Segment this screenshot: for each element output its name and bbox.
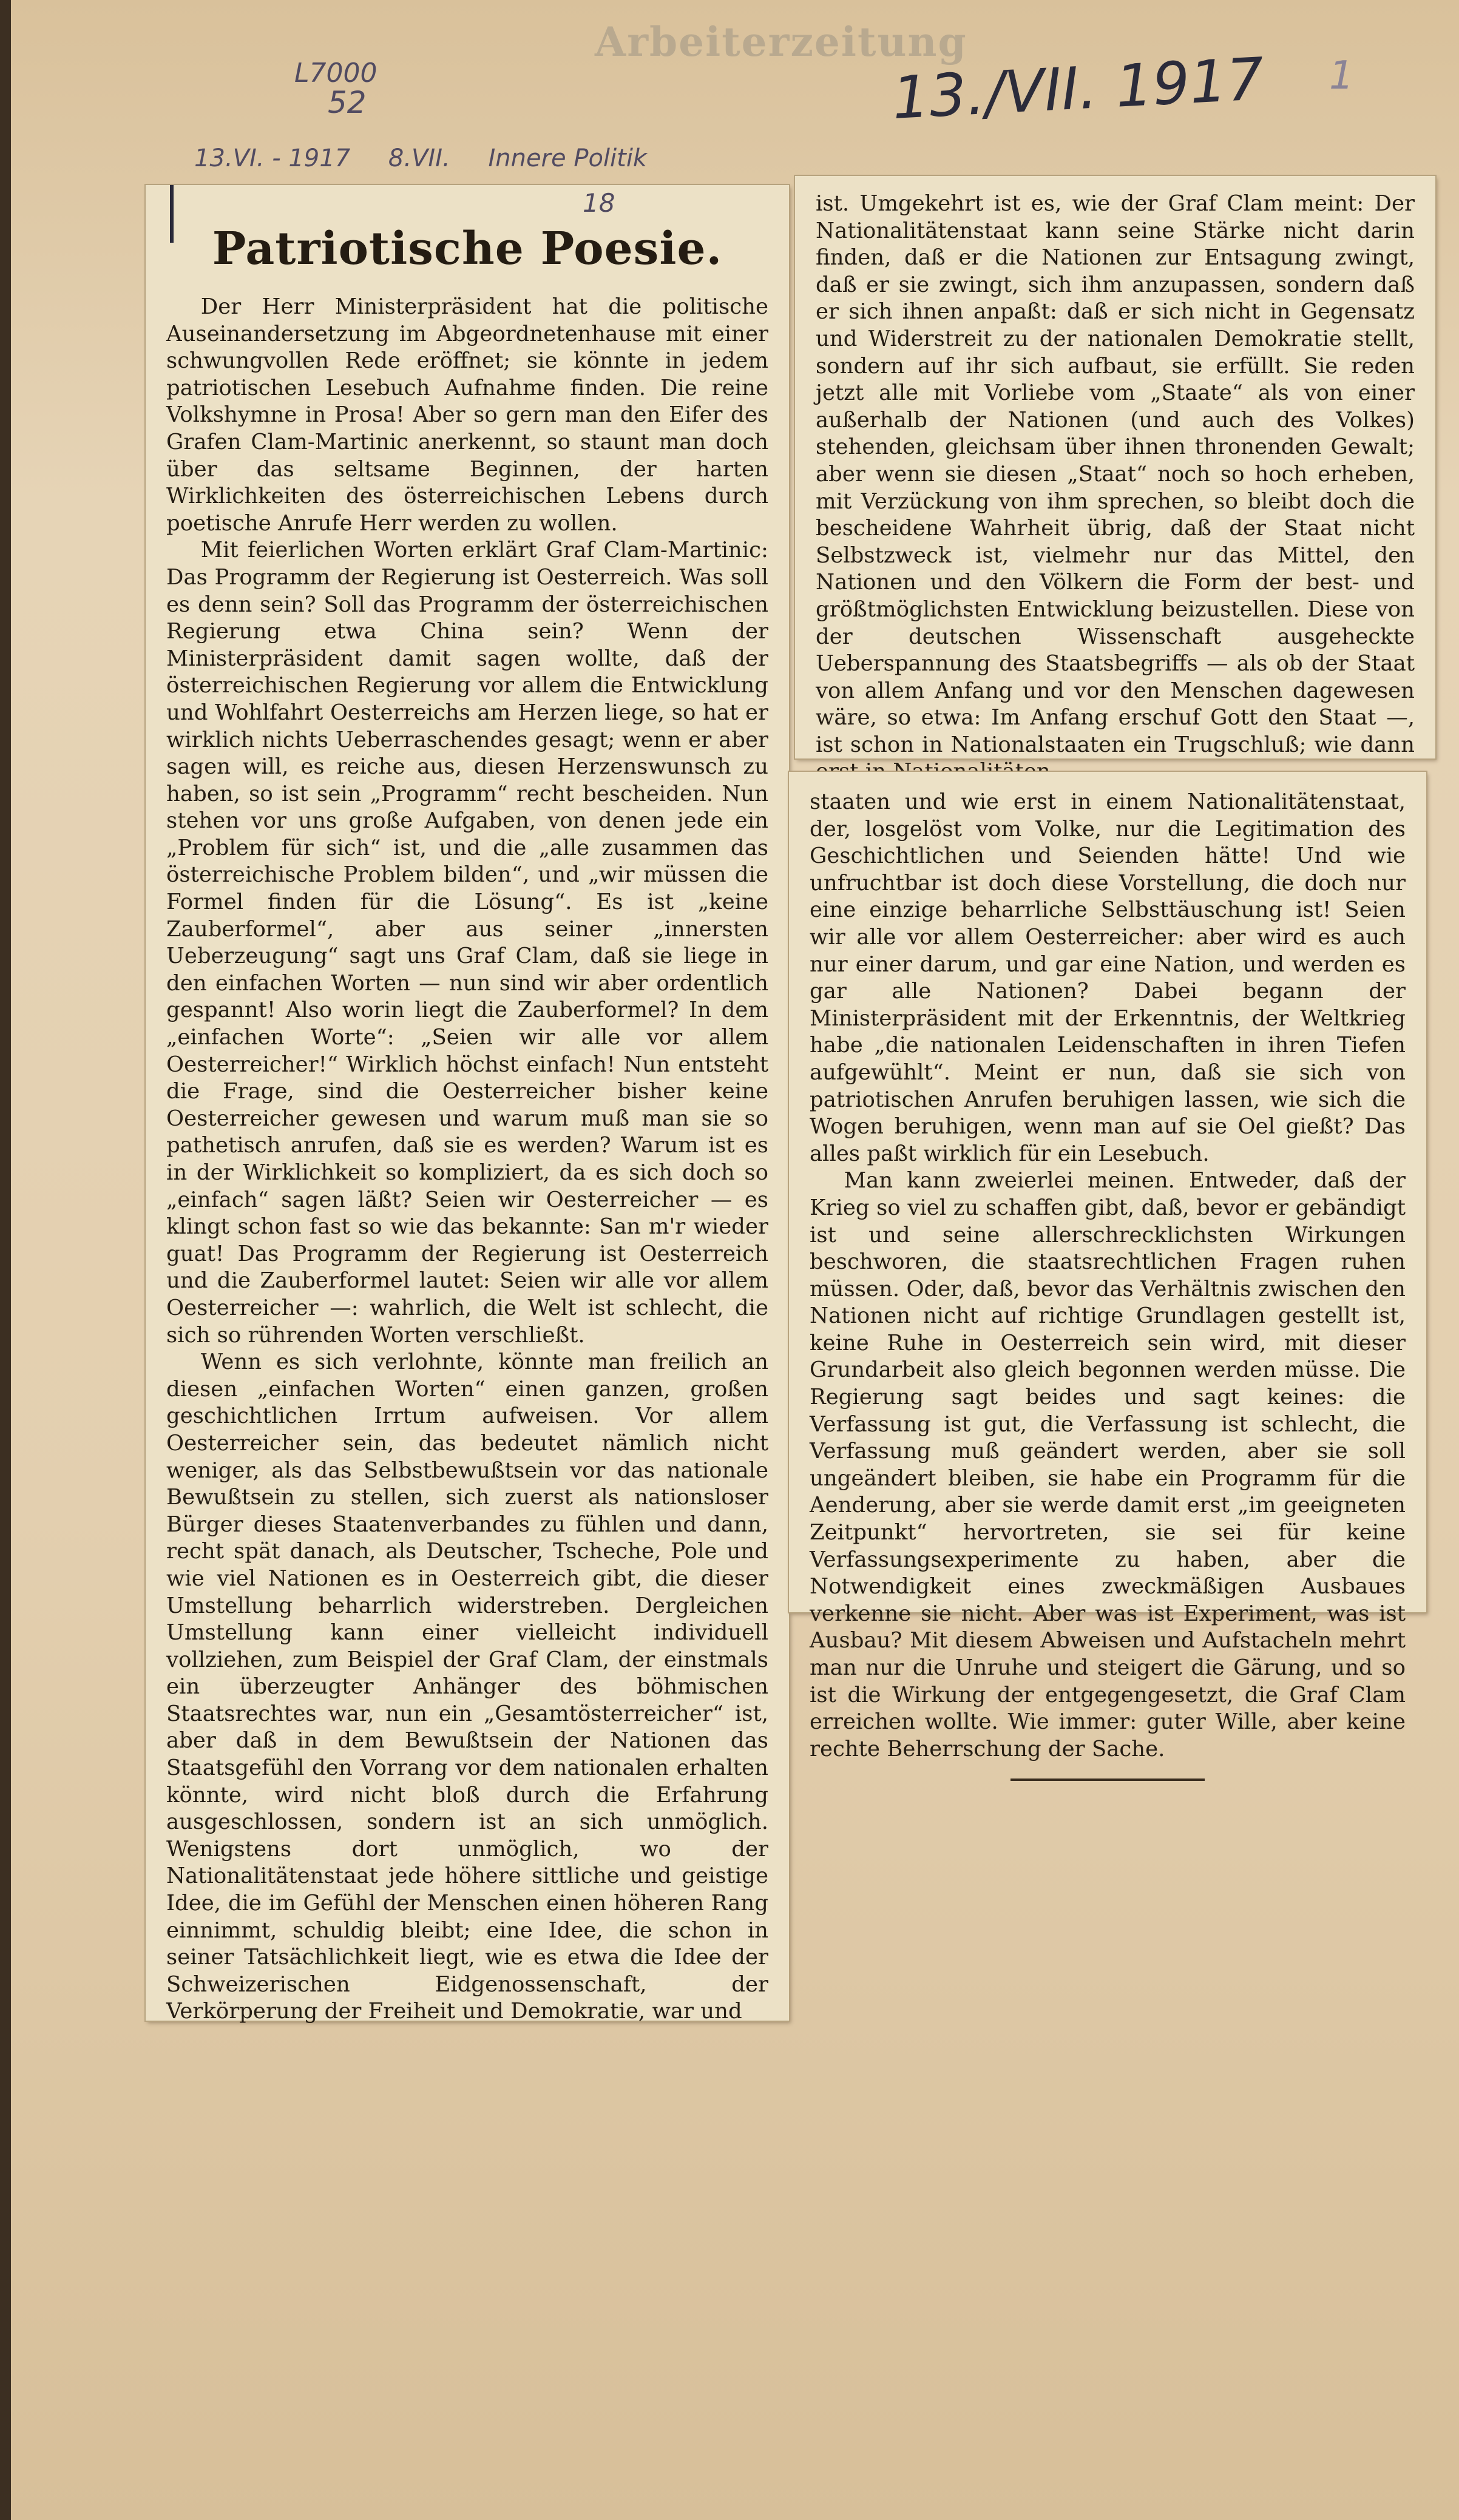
handwritten-ref-number: L7000 xyxy=(294,58,377,89)
page-edge-shadow xyxy=(0,0,11,2520)
left-paragraph-3: Wenn es sich verlohnte, könnte man freilich an diesen „einfachen Worten“ einen ganzen, großen geschichtlichen Irrtum aufweisen. Vor allem Oesterreicher sein, das bedeutet nämlich nicht weniger, als das Selbstbewußtsein vor das nationale Bewußtsein zu stellen, sich zuerst als nationsloser Bürger dieses Staatenverbandes zu fühlen und dann, recht spät danach, als Deutscher, Tscheche, Pole und wie viel Nationen es in Oesterreich gibt, die dieser Umstellung beharrlich widerstreben. Dergleichen Umstellung kann einer vielleicht individuell vollziehen, zum Beispiel der Graf Clam, der einstmals ein überzeugter Anhänger des böhmischen Staatsrechtes war, nun ein „Gesamtösterreicher“ ist, aber daß in dem Bewußtsein der Nationen das Staatsgefühl den Vorrang vor dem nationalen erhalten könnte, wird nicht bloß durch die Erfahrung ausgeschlossen, sondern ist an sich unmöglich. Wenigstens dort unmöglich, wo der Nationalitätenstaat jede höhere sittliche und geistige Idee, die im Gefühl der Menschen einen höheren Rang einnimmt, schuldig bleibt; eine Idee, die schon in seiner Tatsächlichkeit liegt, wie es etwa die Idee der Schweizerischen Eidgenossenschaft, der Verkörperung der Freiheit und Demokratie, war und xyxy=(166,1350,768,2024)
article-clipping-right-top xyxy=(795,176,1435,758)
newspaper-stamp: Arbeiterzeitung xyxy=(595,18,967,66)
left-paragraph-2: Mit feierlichen Worten erklärt Graf Clam-Martinic: Das Programm der Regierung ist Oesterreich. Was soll es denn sein? Soll das Programm der österreichischen Regierung etwa China sein? Wenn der Ministerpräsident damit sagen wollte, daß der österreichischen Regierung vor allem die Entwicklung und Wohlfahrt Oesterreichs am Herzen liege, so hat er wirklich nichts Ueberraschendes gesagt; wenn er aber sagen will, es reiche aus, diesen Herzenswunsch zu haben, so ist sein „Programm“ recht bescheiden. Nun stehen vor uns große Aufgaben, von denen jede ein „Problem für sich“ ist, und die „alle zusammen das österreichische Problem bilden“, und „wir müssen die Formel finden für die Lösung“. Es ist „keine Zauberformel“, aber aus seiner „innersten Ueberzeugung“ sagt uns Graf Clam, daß sie liege in den einfachen Worten — nun sind wir aber ordentlich gespannt! Also worin liegt die Zauberformel? In dem „einfachen Worte“: „Seien wir alle vor allem Oesterreicher!“ Wirklich höchst einfach! Nun entsteht die Frage, sind die Oesterreicher bisher keine Oesterreicher gewesen und warum muß man sie so pathetisch anrufen, daß sie es werden? Warum ist es in der Wirklichkeit so kompliziert, da es sich doch so „einfach“ sagen läßt? Seien wir Oesterreicher — es klingt schon fast so wie das bekannte: San m'r wieder guat! Das Programm der Regierung ist Oesterreich und die Zauberformel lautet: Seien wir alle vor allem Oesterreicher —: wahrlich, die Welt ist schlecht, die sich so rührenden Worten verschließt. xyxy=(166,538,768,1348)
topic-date-range: 13.VI. - 1917 xyxy=(194,144,351,172)
handwritten-ref-number-2: 52 xyxy=(328,85,367,120)
article-headline: Patriotische Poesie. xyxy=(212,223,723,275)
article-clipping-right-bottom xyxy=(789,772,1426,1762)
article-clipping-left-column xyxy=(146,185,789,2024)
right-bottom-paragraph-2: Man kann zweierlei meinen. Entweder, daß der Krieg so viel zu schaffen gibt, daß, bevor er gebändigt ist und seine allerschrecklichsten Wirkungen beschworen, die staatsrechtlichen Fragen ruhen müssen. Oder, daß, bevor das Verhältnis zwischen den Nationen nicht auf richtige Grundlagen gestellt ist, keine Ruhe in Oesterreich sein wird, mit dieser Grundarbeit also gleich begonnen werden müsse. Die Regierung sagt beides und sagt keines: die Verfassung ist gut, die Verfassung ist schlecht, die Verfassung muß geändert werden, aber sie soll ungeändert bleiben, sie habe ein Programm für die Aenderung, aber sie werde damit erst „im geeigneten Zeitpunkt“ hervortreten, sie sei für keine Verfassungsexperimente zu haben, aber die Notwendigkeit eines zweckmäßigen Ausbaues verkenne sie nicht. Aber was ist Experiment, was ist Ausbau? Mit diesem Abweisen und Aufstacheln mehrt man nur die Unruhe und steigert die Gärung, und so ist die Wirkung der entgegengesetzt, die Graf Clam erreichen wollte. Wie immer: guter Wille, aber keine rechte Beherrschung der Sache. xyxy=(810,1168,1406,1762)
topic-label: Innere Politik xyxy=(488,144,648,172)
handwritten-clip-number: 18 xyxy=(583,188,615,218)
handwritten-topic-line xyxy=(194,144,677,172)
topic-date-end: 8.VII. xyxy=(388,144,450,172)
left-paragraph-1: Der Herr Ministerpräsident hat die politische Auseinandersetzung im Abgeordnetenhause mit einer schwungvollen Rede eröffnet; sie könnte in jedem patriotischen Lesebuch Aufnahme finden. Die reine Volkshymne in Prosa! Aber so gern man den Eifer des Grafen Clam-Martinic anerkennt, so staunt man doch über das seltsame Beginnen, der harten Wirklichkeiten des österreichischen Lebens durch poetische Anrufe Herr werden zu wollen. xyxy=(166,294,768,536)
right-top-paragraph-1: ist. Umgekehrt ist es, wie der Graf Clam meint: Der Nationalitätenstaat kann seine Stärke nicht darin finden, daß er die Nationen zur Entsagung zwingt, daß er sie zwingt, sich ihm anzupassen, sondern daß er sich ihnen anpaßt: daß er sich nicht in Gegensatz und Widerstreit zu der nationalen Demokratie stellt, sondern auf ihr sich aufbaut, sie erfüllt. Sie reden jetzt alle mit Vorliebe vom „Staate“ als von einer außerhalb der Nationen (und auch des Volkes) stehenden, gleichsam über ihnen thronenden Gewalt; aber wenn sie diesen „Staat“ noch so hoch erheben, mit Verzückung von ihm sprechen, so bleibt doch die bescheidene Wahrheit übrig, daß der Staat nicht Selbstzweck ist, vielmehr nur das Mittel, den Nationen und den Völkern die Form der best- und größtmöglichsten Entwicklung beizustellen. Diese von der deutschen Wissenschaft ausgeheckte Ueberspannung des Staatsbegriffs — als ob der Staat von allem Anfang und vor den Menschen dagewesen wäre, so etwa: Im Anfang erschuf Gott den Staat —, ist schon in Nationalstaaten ein Trugschluß; wie dann xyxy=(816,191,1415,757)
handwritten-bracket-mark xyxy=(170,185,174,243)
handwritten-page-number: 1 xyxy=(1329,53,1354,98)
right-bottom-paragraph-1: staaten und wie erst in einem Nationalitätenstaat, der, losgelöst vom Volke, nur die Legitimation des Geschichtlichen und Seienden hätte! Und wie unfruchtbar ist doch diese Vorstellung, die doch nur eine einzige beharrliche Selbsttäuschung ist! Seien wir alle vor allem Oesterreicher: aber wird es auch nur einer darum, und gar eine Nation, und werden es gar alle Nationen? Dabei begann der Ministerpräsident mit der Erkenntnis, der Weltkrieg habe „die nationalen Leidenschaften in ihren Tiefen aufgewühlt“. Meint er nun, daß sie sich von patriotischen Anrufen beruhigen lassen, wie sich die Wogen beruhigen, wenn man auf sie Oel gießt? Das alles paßt wirklich für ein Lesebuch. xyxy=(810,789,1406,1166)
article-end-rule xyxy=(1010,1779,1205,1781)
handwritten-date: 13./VII. 1917 xyxy=(890,45,1266,132)
